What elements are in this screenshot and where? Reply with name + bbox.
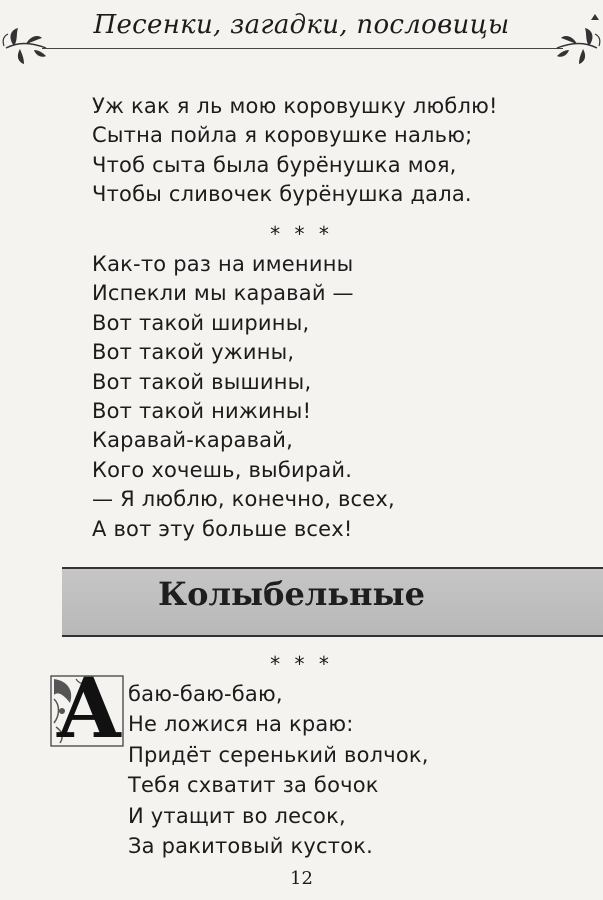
- poem-line: Не ложися на краю:: [128, 712, 354, 737]
- poem-line: Вот такой ужины,: [92, 340, 295, 365]
- poem-line: Уж как я ль мою коровушку люблю!: [92, 94, 498, 118]
- dropcap-letter: А: [55, 661, 123, 757]
- poem-line: Тебя схватит за бочок: [128, 773, 379, 798]
- poem-line: А вот эту больше всех!: [92, 516, 353, 541]
- poem-line: Каравай-каравай,: [92, 428, 293, 453]
- poem-line: Чтоб сыта была бурёнушка моя,: [92, 152, 457, 177]
- poem-line: — Я люблю, конечно, всех,: [92, 487, 395, 512]
- poem-line: За ракитовый кусток.: [128, 834, 373, 859]
- poem-line: Кого хочешь, выбирай.: [92, 457, 353, 482]
- stanza-separator: * * *: [270, 652, 333, 676]
- floral-ornament-icon: [555, 8, 603, 68]
- poem-line: Как-то раз на именины: [92, 252, 354, 276]
- poem-stanza-karavai: [92, 250, 395, 544]
- poem-line: Вот такой нижины!: [92, 399, 312, 424]
- poem-line: И утащит во лесок,: [128, 803, 346, 828]
- page-number: 12: [290, 868, 313, 889]
- poem-stanza-cow: [92, 92, 498, 210]
- poem-line: баю-баю-баю,: [128, 682, 283, 706]
- poem-line: Придёт серенький волчок,: [128, 742, 429, 767]
- header-rule: [42, 48, 563, 49]
- poem-line: Сытна пойла я коровушке налью;: [92, 123, 473, 148]
- running-header: [0, 0, 603, 70]
- header-title: Песенки, загадки, пословицы: [93, 10, 510, 40]
- poem-line: Испекли мы каравай —: [92, 281, 354, 306]
- section-title: Колыбельные: [158, 575, 425, 613]
- poem-line: Вот такой вышины,: [92, 369, 312, 394]
- stanza-separator: * * *: [270, 222, 333, 246]
- poem-line: Чтобы сливочек бурёнушка дала.: [92, 182, 472, 207]
- poem-stanza-lullaby: [128, 679, 429, 861]
- poem-line: Вот такой ширины,: [92, 310, 310, 335]
